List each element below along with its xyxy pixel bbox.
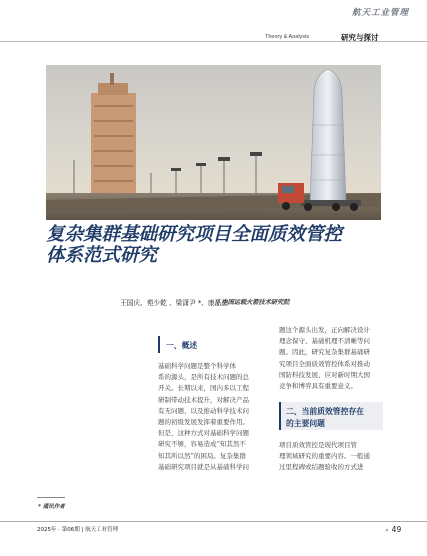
article-authors: 王国庆、苑少乾 、梁潇尹 *、康磊晶 [120, 299, 228, 307]
text-line: 知其所以然”的困局。复杂集群 [158, 451, 246, 460]
photo-illustration [46, 65, 381, 220]
text-line: 有无问题、以及推动科学技术问 [158, 406, 249, 415]
section2-heading-line2: 的主要问题 [286, 419, 325, 428]
section2-heading-line1: 二、当前质效管控存在 [286, 407, 364, 416]
text-line: 开关。长期以来，国内多以工程 [158, 384, 249, 393]
text-line: 题这个源头出发，正向解决设计 [279, 326, 370, 334]
footer-divider [0, 521, 427, 522]
launch-site-photo [46, 65, 381, 220]
text-line: 究项目全面质效管控体系对推动 [279, 359, 370, 368]
article-title-line1: 复杂集群基础研究项目全面质效管控 [46, 224, 343, 245]
text-line: 理念保守、基础机理不清晰等问 [279, 337, 370, 346]
text-line: 研究不够，容易造成“知其然不 [158, 440, 246, 449]
text-line: 理领域研究的重要内容。一般通 [279, 452, 370, 461]
footer-issue: 2025年 · 第06期 | 航天工业管理 [37, 527, 119, 533]
text-line: 系的源头，是所有技术问题的总 [158, 373, 249, 382]
article-affiliation: / 中国运载火箭技术研究院 [217, 299, 290, 306]
article-title-line2: 体系范式研究 [46, 245, 158, 266]
section2-heading-bar [279, 402, 281, 430]
footnote: * 通讯作者 [38, 504, 65, 510]
text-line: 但是，这种方式对基础科学问题 [158, 429, 249, 438]
text-line: 竞争和博弈具有重要意义。 [279, 381, 357, 390]
footnote-divider [37, 497, 65, 498]
section1-body [158, 361, 249, 473]
section-label-cn: 研究与探讨 [341, 33, 379, 42]
section1-heading-bar [158, 336, 160, 353]
section-label-en: Theory & Analysis [265, 34, 310, 40]
text-line: 过里程碑或结题验收的方式进 [279, 463, 364, 472]
text-line: 基础研究项目就是从基础科学问 [158, 462, 249, 471]
page-number: 49 [391, 525, 402, 534]
text-line: 国防科技发展、应对新时期大国 [279, 370, 370, 379]
text-line: 研制带动技术提升，对解决产品 [158, 395, 249, 404]
footer-page [385, 525, 401, 534]
section2-body [279, 440, 370, 474]
text-line: 题的初级发展发挥着重要作用。 [158, 417, 249, 426]
column2-body [279, 325, 370, 392]
page-arrow-icon: « [385, 527, 389, 534]
text-line: 题。因此，研究复杂集群基础研 [279, 348, 370, 357]
text-line: 基础科学问题是整个科学体 [158, 362, 236, 370]
magazine-logo: 航天工业管理 [352, 8, 410, 18]
section1-heading: 一、概述 [166, 341, 198, 350]
text-line: 项目质效管控是现代项目管 [279, 441, 357, 449]
